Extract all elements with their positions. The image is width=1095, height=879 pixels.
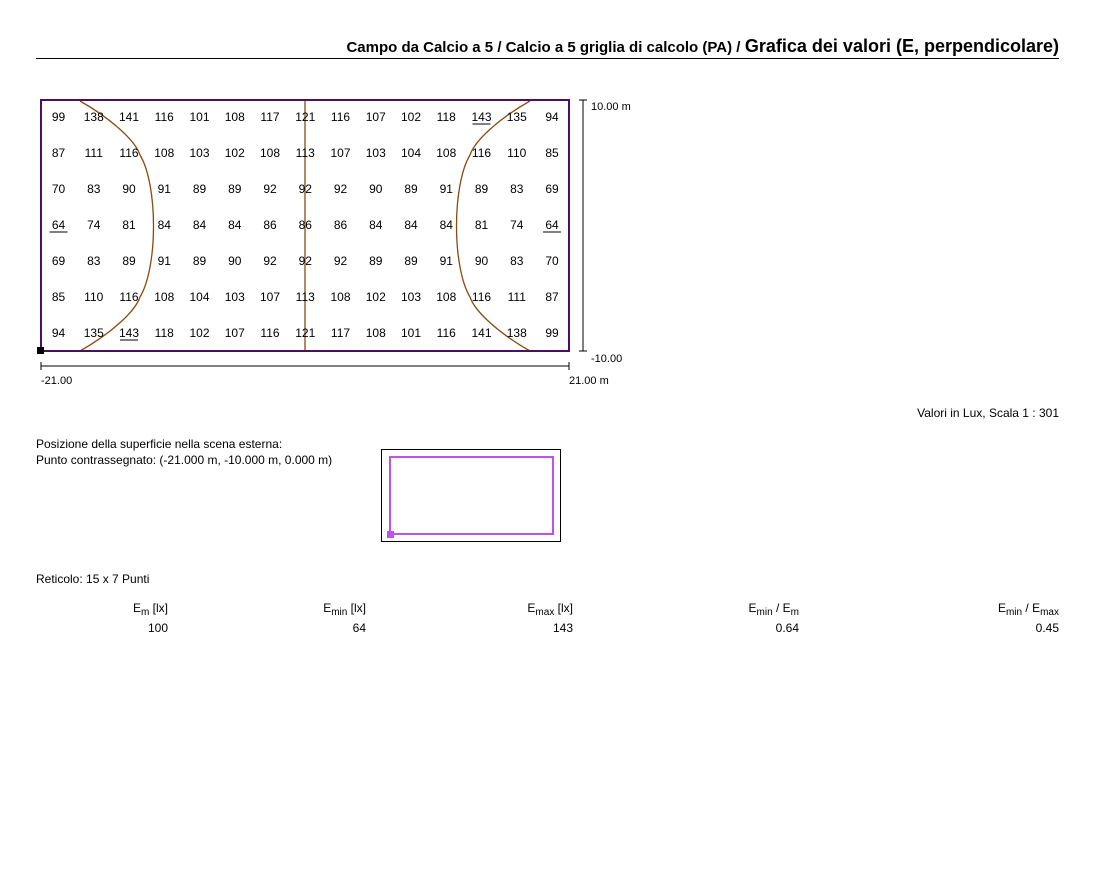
- grid-value: 102: [365, 290, 386, 304]
- grid-value: 74: [87, 218, 101, 232]
- isoline-right-inner: [457, 155, 471, 297]
- grid-value: 143: [118, 326, 140, 340]
- grid-value: 135: [83, 326, 104, 340]
- grid-value: 103: [224, 290, 245, 304]
- grid-value: 84: [404, 218, 418, 232]
- x-max-label: 21.00 m: [569, 375, 609, 387]
- scale-note: Valori in Lux, Scala 1 : 301: [917, 406, 1059, 420]
- grid-value: 101: [189, 110, 210, 124]
- stat-emax-unit: [lx]: [554, 601, 573, 615]
- reticle-info: Reticolo: 15 x 7 Punti: [36, 572, 150, 586]
- grid-value: 102: [189, 326, 210, 340]
- grid-value: 116: [471, 290, 492, 304]
- grid-value: 101: [400, 326, 422, 340]
- grid-value: 64: [545, 218, 559, 232]
- grid-value: 116: [119, 290, 139, 304]
- isoline-left-outer-bottom: [80, 297, 140, 351]
- stat-ratio-min-m: [749, 601, 800, 635]
- stat-ratio1-mid: / E: [772, 601, 791, 615]
- grid-value: 117: [260, 110, 280, 124]
- grid-value: 64: [51, 218, 66, 232]
- origin-marker: [37, 347, 44, 354]
- grid-value: 108: [259, 146, 281, 160]
- grid-value: 138: [83, 110, 104, 124]
- stat-emin-unit: [lx]: [347, 601, 366, 615]
- grid-value: 138: [506, 326, 527, 340]
- grid-value: 108: [224, 110, 245, 124]
- stat-ratio1-sub2: m: [790, 607, 799, 618]
- isoline-right-outer-bottom: [470, 297, 530, 351]
- grid-value: 108: [154, 146, 175, 160]
- y-axis: [579, 100, 587, 351]
- grid-value: 92: [263, 182, 277, 196]
- grid-value: 108: [436, 290, 457, 304]
- grid-value: 92: [333, 182, 348, 196]
- grid-value: 110: [507, 146, 527, 160]
- grid-value: 141: [118, 110, 140, 124]
- grid-value: 89: [474, 182, 489, 196]
- grid-value: 84: [157, 218, 171, 232]
- grid-value: 103: [189, 146, 210, 160]
- grid-value: 118: [154, 326, 174, 340]
- grid-value: 90: [474, 254, 489, 268]
- isoline-left-inner: [140, 155, 154, 297]
- stat-ratio2-mid: / E: [1022, 601, 1041, 615]
- grid-value: 81: [122, 218, 136, 232]
- grid-value: 91: [439, 254, 453, 268]
- grid-value: 90: [369, 182, 383, 196]
- stat-em: [133, 601, 168, 635]
- grid-value: 90: [122, 182, 136, 196]
- grid-value: 103: [365, 146, 386, 160]
- grid-value: 86: [263, 218, 277, 232]
- grid-value: 99: [545, 326, 559, 340]
- stat-emax-sub: max: [535, 607, 555, 618]
- grid-value: 104: [400, 146, 422, 160]
- grid-value: 92: [298, 254, 312, 268]
- stat-em-sub: m: [140, 607, 150, 618]
- stat-ratio-min-max: [998, 601, 1059, 635]
- grid-value: 89: [192, 182, 207, 196]
- grid-value: 108: [330, 290, 351, 304]
- grid-value: 83: [87, 254, 101, 268]
- stat-emax-symbol: E: [527, 601, 536, 615]
- grid-value: 107: [259, 290, 281, 304]
- grid-value: 107: [224, 326, 245, 340]
- grid-value: 102: [224, 146, 245, 160]
- stat-emin-sub: min: [331, 607, 348, 618]
- grid-value: 86: [298, 218, 312, 232]
- grid-value: 85: [545, 146, 559, 160]
- stat-ratio1-sub: min: [756, 607, 773, 618]
- stat-ratio2-sub2: max: [1040, 607, 1059, 618]
- grid-value: 107: [330, 146, 351, 160]
- grid-value: 116: [119, 146, 139, 160]
- grid-value: 83: [510, 182, 524, 196]
- grid-value: 89: [228, 182, 242, 196]
- grid-value: 92: [263, 254, 277, 268]
- x-axis: [41, 362, 569, 370]
- grid-value: 89: [369, 254, 383, 268]
- stat-em-symbol: E: [132, 601, 141, 615]
- grid-value: 89: [122, 254, 136, 268]
- grid-value: 70: [545, 254, 559, 268]
- grid-value: 116: [260, 326, 280, 340]
- stat-ratio2-symbol: E: [997, 601, 1006, 615]
- grid-value: 91: [439, 182, 453, 196]
- grid-value: 108: [154, 290, 175, 304]
- grid-value: 108: [365, 326, 386, 340]
- grid-value: 141: [471, 326, 492, 340]
- scene-thumbnail: [381, 449, 561, 542]
- grid-value: 89: [404, 254, 418, 268]
- position-line-2: Punto contrassegnato: (-21.000 m, -10.000 m, 0.000 m): [36, 453, 333, 467]
- stat-ratio2-sub: min: [1005, 607, 1023, 618]
- grid-value: 117: [330, 326, 351, 340]
- grid-value: 84: [369, 218, 383, 232]
- grid-value: 113: [295, 146, 315, 160]
- grid-value: 110: [84, 290, 104, 304]
- grid-value: 90: [228, 254, 242, 268]
- grid-value: 74: [510, 218, 524, 232]
- marked-point: [387, 531, 394, 538]
- grid-value: 121: [295, 326, 316, 340]
- stat-ratio2-value: 0.45: [1035, 621, 1059, 635]
- grid-value: 84: [228, 218, 242, 232]
- position-info: [36, 436, 332, 468]
- grid-value: 121: [295, 110, 316, 124]
- grid-value: 87: [545, 290, 559, 304]
- grid-value: 99: [51, 110, 66, 124]
- grid-value: 116: [330, 110, 351, 124]
- grid-value: 143: [471, 110, 492, 124]
- grid-value: 94: [545, 110, 559, 124]
- grid-value: 94: [51, 326, 66, 340]
- grid-value: 116: [154, 110, 174, 124]
- grid-value: 87: [51, 146, 66, 160]
- grid-value: 116: [436, 326, 456, 340]
- position-line-1: Posizione della superficie nella scena esterna:: [36, 437, 283, 451]
- grid-value: 111: [507, 290, 526, 304]
- grid-value: 135: [506, 110, 527, 124]
- grid-value: 118: [436, 110, 456, 124]
- stat-emax: [527, 601, 573, 635]
- grid-value: 104: [189, 290, 210, 304]
- stat-em-value: 100: [147, 621, 168, 635]
- grid-value: 83: [87, 182, 101, 196]
- stat-ratio1-symbol: E: [748, 601, 757, 615]
- grid-value: 69: [545, 182, 559, 196]
- stat-ratio1-value: 0.64: [775, 621, 799, 635]
- y-max-label: 10.00 m: [591, 101, 631, 113]
- grid-value: 89: [404, 182, 418, 196]
- grid-value: 91: [157, 254, 171, 268]
- grid-value: 92: [298, 182, 312, 196]
- breadcrumb: Campo da Calcio a 5 / Calcio a 5 griglia di calcolo (PA) /: [346, 39, 741, 56]
- grid-value: 84: [192, 218, 207, 232]
- grid-value: 91: [157, 182, 171, 196]
- stat-emax-value: 143: [552, 621, 573, 635]
- grid-value: 69: [51, 254, 66, 268]
- grid-value: 111: [84, 146, 103, 160]
- grid-value: 113: [295, 290, 315, 304]
- grid-value: 103: [400, 290, 422, 304]
- grid-value: 84: [439, 218, 453, 232]
- grid-value: 81: [474, 218, 489, 232]
- y-min-label: -10.00: [591, 353, 623, 365]
- grid-value: 89: [192, 254, 207, 268]
- grid-value: 70: [51, 182, 66, 196]
- isolux-grid-chart: [0, 0, 700, 400]
- stat-emin-value: 64: [352, 621, 366, 635]
- grid-value: 86: [333, 218, 348, 232]
- grid-value: 116: [471, 146, 492, 160]
- grid-value: 92: [333, 254, 348, 268]
- grid-value: 83: [510, 254, 524, 268]
- stat-emin-symbol: E: [323, 601, 332, 615]
- stat-emin: [323, 601, 366, 635]
- stat-em-unit: [lx]: [149, 601, 168, 615]
- grid-value: 107: [365, 110, 386, 124]
- x-min-label: -21.00: [41, 375, 73, 387]
- grid-value: 85: [51, 290, 66, 304]
- surface-outline: [389, 456, 554, 535]
- page-title: Grafica dei valori (E, perpendicolare): [744, 36, 1059, 56]
- grid-value: 102: [400, 110, 422, 124]
- grid-value: 108: [436, 146, 457, 160]
